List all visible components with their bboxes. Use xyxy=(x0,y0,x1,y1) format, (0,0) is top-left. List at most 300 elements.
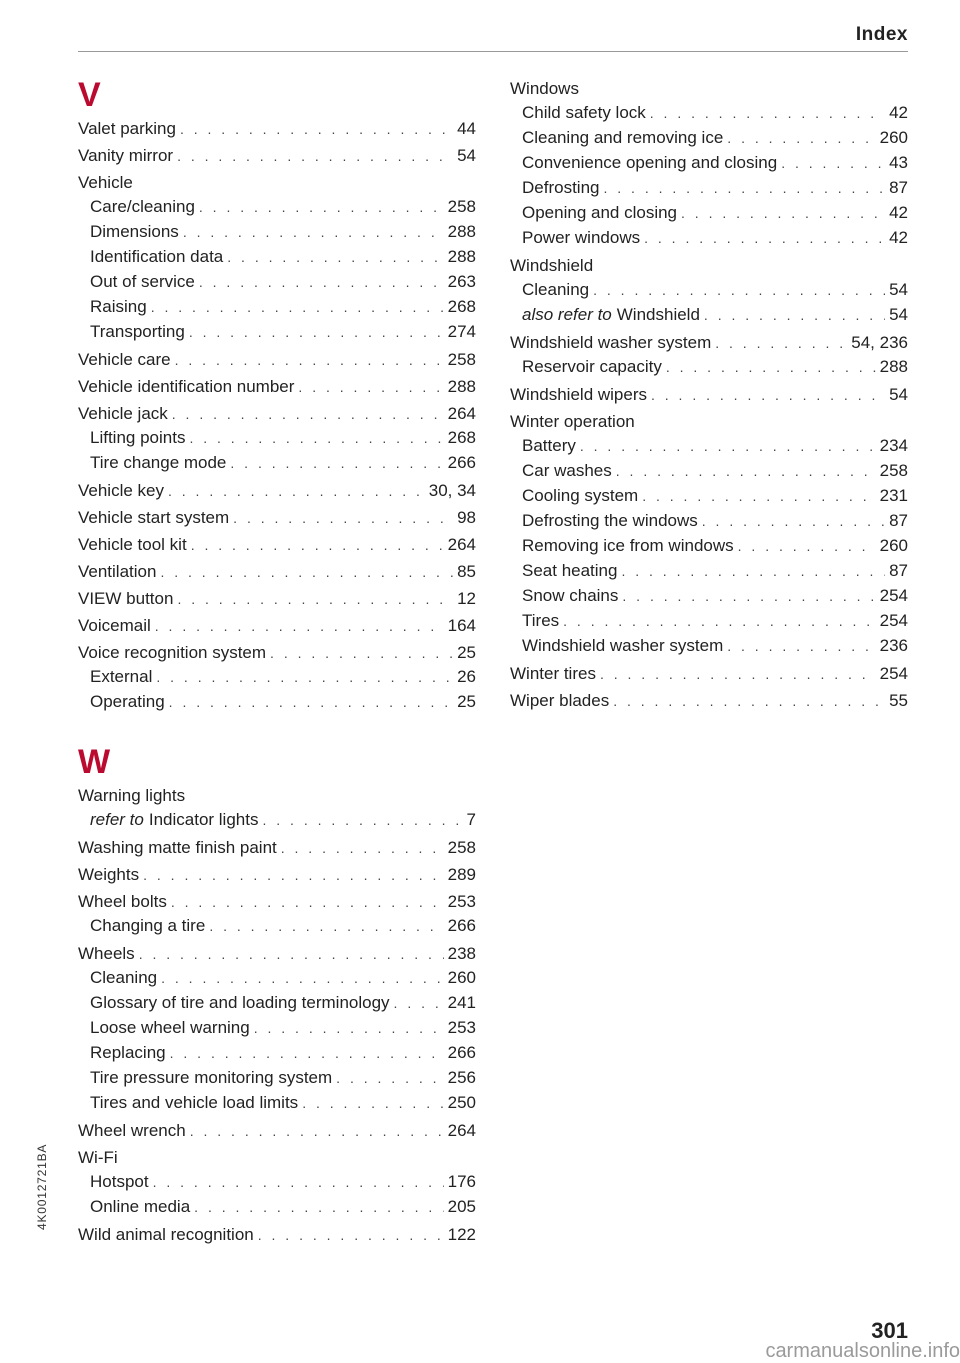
index-term xyxy=(510,410,635,433)
page-reference: 87 xyxy=(889,178,908,197)
page-reference: 234 xyxy=(879,436,908,455)
index-term xyxy=(522,200,677,225)
index-entry xyxy=(78,890,476,913)
index-subentry xyxy=(510,458,908,483)
index-subentry xyxy=(78,194,476,219)
index-term xyxy=(90,319,185,344)
dot-leader xyxy=(642,484,875,509)
dot-leader xyxy=(180,118,453,141)
index-subentry xyxy=(78,913,476,938)
index-subentry xyxy=(510,433,908,458)
cross-reference-prefix: also refer to xyxy=(522,305,612,324)
page-reference: 289 xyxy=(447,865,476,884)
index-entry xyxy=(510,662,908,685)
index-entry xyxy=(78,560,476,583)
index-subentry xyxy=(510,633,908,658)
index-term-text: Online media xyxy=(90,1197,191,1216)
index-list-w xyxy=(78,780,476,1246)
index-subentry xyxy=(78,425,476,450)
index-term-text: Tires xyxy=(522,611,560,630)
page-reference: 87 xyxy=(889,561,908,580)
index-term-text: Changing a tire xyxy=(90,916,206,935)
page-reference: 288 xyxy=(447,377,476,396)
index-entry xyxy=(78,479,476,502)
dot-leader xyxy=(781,151,885,176)
index-subentry xyxy=(78,319,476,344)
index-term xyxy=(522,433,576,458)
index-term-text: Windshield washer system xyxy=(522,636,724,655)
page-reference: 54 xyxy=(889,280,908,299)
index-term-text: Washing matte finish paint xyxy=(78,838,277,857)
page-reference: 250 xyxy=(447,1093,476,1112)
index-entry xyxy=(78,348,476,371)
index-term xyxy=(90,1065,332,1090)
index-term-text: Raising xyxy=(90,297,147,316)
index-subentry xyxy=(78,965,476,990)
index-term-text: Cleaning xyxy=(522,280,590,299)
page-reference: 254 xyxy=(879,611,908,630)
index-term xyxy=(90,689,165,714)
page-reference: 264 xyxy=(447,404,476,423)
dot-leader xyxy=(171,891,444,914)
page-reference: 236 xyxy=(879,636,908,655)
index-term xyxy=(78,171,133,194)
index-term xyxy=(90,219,179,244)
dot-leader xyxy=(298,376,443,399)
index-subentry xyxy=(78,244,476,269)
index-term-text: Vehicle key xyxy=(78,481,164,500)
index-term-text: Winter tires xyxy=(510,664,596,683)
index-term-text: Lifting points xyxy=(90,428,186,447)
index-subentry xyxy=(510,483,908,508)
index-term-text: Removing ice from windows xyxy=(522,536,734,555)
page-reference: 288 xyxy=(879,357,908,376)
page-reference: 25 xyxy=(457,692,476,711)
page-reference: 258 xyxy=(447,197,476,216)
index-entry xyxy=(78,1146,476,1169)
index-term xyxy=(78,890,167,913)
dot-leader xyxy=(580,434,876,459)
index-term xyxy=(510,689,609,712)
index-subentry xyxy=(510,277,908,302)
index-term-text: Loose wheel warning xyxy=(90,1018,250,1037)
dot-leader xyxy=(191,534,444,557)
index-term xyxy=(90,990,390,1015)
index-term-text: Convenience opening and closing xyxy=(522,153,778,172)
index-subentry xyxy=(510,583,908,608)
index-term-text: Indicator lights xyxy=(148,810,259,829)
index-term xyxy=(78,479,164,502)
index-list-w-continued xyxy=(510,73,908,712)
dot-leader xyxy=(160,561,453,584)
index-term-text: Vehicle xyxy=(78,173,133,192)
page-reference: 43 xyxy=(889,153,908,172)
dot-leader xyxy=(189,426,443,451)
index-term xyxy=(78,1223,254,1246)
index-term-text: Wild animal recognition xyxy=(78,1225,254,1244)
index-term xyxy=(522,150,777,175)
document-code: 4K0012721BA xyxy=(35,1143,49,1230)
index-term xyxy=(78,144,173,167)
page-reference: 258 xyxy=(879,461,908,480)
index-term-text: Windshield washer system xyxy=(510,333,712,352)
dot-leader xyxy=(143,864,444,887)
index-subentry xyxy=(510,225,908,250)
index-term xyxy=(78,348,171,371)
index-term xyxy=(78,587,173,610)
index-subentry xyxy=(78,1090,476,1115)
index-entry xyxy=(78,375,476,398)
page-reference: 253 xyxy=(447,892,476,911)
page-reference: 264 xyxy=(447,1121,476,1140)
index-list-v xyxy=(78,113,476,714)
dot-leader xyxy=(190,1120,444,1143)
index-term xyxy=(78,117,176,140)
index-subentry xyxy=(78,1015,476,1040)
index-subentry xyxy=(510,302,908,327)
index-term xyxy=(522,125,723,150)
index-subentry xyxy=(78,1194,476,1219)
page-reference: 288 xyxy=(447,247,476,266)
page-reference: 260 xyxy=(879,128,908,147)
cross-reference-prefix: refer to xyxy=(90,810,144,829)
index-term xyxy=(522,583,618,608)
page-reference: 253 xyxy=(447,1018,476,1037)
index-term-text: Cleaning and removing ice xyxy=(522,128,724,147)
index-term xyxy=(90,1169,149,1194)
index-term-text: Out of service xyxy=(90,272,195,291)
page-reference: 266 xyxy=(447,1043,476,1062)
dot-leader xyxy=(199,270,444,295)
watermark: carmanualsonline.info xyxy=(765,1340,960,1362)
index-subentry xyxy=(78,294,476,319)
index-subentry xyxy=(78,689,476,714)
index-entry xyxy=(78,641,476,664)
dot-leader xyxy=(715,332,847,355)
index-term xyxy=(78,641,266,664)
dot-leader xyxy=(155,615,444,638)
page-reference: 231 xyxy=(879,486,908,505)
dot-leader xyxy=(169,690,453,715)
index-term-text: Care/cleaning xyxy=(90,197,195,216)
index-term-text: Vehicle jack xyxy=(78,404,168,423)
index-term xyxy=(522,508,698,533)
index-term-text: Valet parking xyxy=(78,119,176,138)
index-term xyxy=(90,1090,298,1115)
index-subentry xyxy=(510,558,908,583)
page-reference: 268 xyxy=(447,428,476,447)
index-subentry xyxy=(510,125,908,150)
index-term-text: Tires and vehicle load limits xyxy=(90,1093,299,1112)
dot-leader xyxy=(139,943,444,966)
index-term-text: Snow chains xyxy=(522,586,619,605)
dot-leader xyxy=(233,507,453,530)
index-term-text: External xyxy=(90,667,153,686)
section-letter-v: V xyxy=(78,76,101,114)
dot-leader xyxy=(603,176,885,201)
page-reference: 42 xyxy=(889,228,908,247)
index-term xyxy=(90,1015,250,1040)
dot-leader xyxy=(262,808,462,833)
dot-leader xyxy=(622,584,875,609)
index-entry xyxy=(78,402,476,425)
index-term xyxy=(510,254,593,277)
page-reference: 85 xyxy=(457,562,476,581)
index-term-text: Seat heating xyxy=(522,561,618,580)
page-reference: 54 xyxy=(889,385,908,404)
page-reference: 7 xyxy=(466,810,476,829)
page-reference: 54, 236 xyxy=(851,333,908,352)
page-reference: 54 xyxy=(457,146,476,165)
index-term xyxy=(522,608,559,633)
index-subentry xyxy=(510,354,908,379)
page-reference: 12 xyxy=(457,589,476,608)
index-term-text: VIEW button xyxy=(78,589,174,608)
page-reference: 42 xyxy=(889,103,908,122)
dot-leader xyxy=(394,991,444,1016)
index-term-text: Tire change mode xyxy=(90,453,227,472)
index-term-text: Windshield xyxy=(510,256,594,275)
index-term xyxy=(78,1119,186,1142)
index-term xyxy=(78,402,168,425)
index-subentry xyxy=(78,990,476,1015)
index-term-text: Winter operation xyxy=(510,412,635,431)
index-term-text: Battery xyxy=(522,436,576,455)
dot-leader xyxy=(727,126,875,151)
dot-leader xyxy=(168,480,425,503)
index-entry xyxy=(78,171,476,194)
index-term-text: Child safety lock xyxy=(522,103,646,122)
index-entry xyxy=(78,836,476,859)
page-reference: 98 xyxy=(457,508,476,527)
index-term xyxy=(522,354,662,379)
index-subentry xyxy=(78,1169,476,1194)
page-reference: 44 xyxy=(457,119,476,138)
index-subentry xyxy=(78,269,476,294)
index-term-text: Wiper blades xyxy=(510,691,610,710)
dot-leader xyxy=(681,201,885,226)
index-term xyxy=(78,533,187,556)
index-term xyxy=(522,558,617,583)
index-subentry xyxy=(78,1065,476,1090)
index-subentry xyxy=(78,1040,476,1065)
dot-leader xyxy=(651,384,885,407)
index-term xyxy=(90,1194,190,1219)
page-reference: 254 xyxy=(879,664,908,683)
index-term xyxy=(90,1040,166,1065)
page-reference: 258 xyxy=(447,350,476,369)
index-term xyxy=(78,863,139,886)
index-term-text: Vehicle care xyxy=(78,350,171,369)
page-reference: 268 xyxy=(447,297,476,316)
dot-leader xyxy=(156,665,453,690)
dot-leader xyxy=(621,559,885,584)
dot-leader xyxy=(563,609,875,634)
index-term-text: Vehicle start system xyxy=(78,508,230,527)
page-reference: 264 xyxy=(447,535,476,554)
index-term xyxy=(90,269,195,294)
index-term-text: Dimensions xyxy=(90,222,179,241)
page-reference: 241 xyxy=(447,993,476,1012)
index-entry xyxy=(78,1119,476,1142)
index-term xyxy=(78,560,156,583)
page-reference: 263 xyxy=(447,272,476,291)
index-subentry xyxy=(510,200,908,225)
index-term-text: Wi-Fi xyxy=(78,1148,118,1167)
page-reference: 30, 34 xyxy=(428,481,476,500)
index-entry xyxy=(510,383,908,406)
index-term xyxy=(90,244,223,269)
index-subentry xyxy=(510,150,908,175)
dot-leader xyxy=(175,349,444,372)
dot-leader xyxy=(702,509,885,534)
index-subentry xyxy=(510,508,908,533)
dot-leader xyxy=(616,459,876,484)
page-reference: 238 xyxy=(447,944,476,963)
index-term-text: Wheel bolts xyxy=(78,892,167,911)
index-term-text: Weights xyxy=(78,865,140,884)
index-term xyxy=(522,277,589,302)
index-entry xyxy=(510,331,908,354)
index-term-text: Car washes xyxy=(522,461,612,480)
dot-leader xyxy=(177,588,453,611)
page-reference: 55 xyxy=(889,691,908,710)
page-reference: 266 xyxy=(447,916,476,935)
index-subentry xyxy=(510,533,908,558)
dot-leader xyxy=(644,226,885,251)
index-term-text: Power windows xyxy=(522,228,641,247)
index-term-text: Vanity mirror xyxy=(78,146,174,165)
dot-leader xyxy=(593,278,885,303)
dot-leader xyxy=(270,642,453,665)
dot-leader xyxy=(613,690,885,713)
index-subentry xyxy=(510,608,908,633)
index-term-text: Voicemail xyxy=(78,616,151,635)
page-number: 301 xyxy=(871,1318,908,1343)
dot-leader xyxy=(209,914,443,939)
dot-leader xyxy=(153,1170,444,1195)
index-term xyxy=(78,942,135,965)
dot-leader xyxy=(666,355,876,380)
index-term-text: Defrosting the windows xyxy=(522,511,698,530)
index-term xyxy=(90,664,152,689)
page-reference: 87 xyxy=(889,511,908,530)
index-entry xyxy=(78,614,476,637)
index-term-text: Hotspot xyxy=(90,1172,149,1191)
index-term-text: Transporting xyxy=(90,322,185,341)
dot-leader xyxy=(704,303,885,328)
index-term xyxy=(522,302,700,327)
index-term xyxy=(78,1146,118,1169)
page-reference: 260 xyxy=(879,536,908,555)
index-term xyxy=(90,194,195,219)
page-reference: 256 xyxy=(447,1068,476,1087)
page-reference: 274 xyxy=(447,322,476,341)
index-term xyxy=(90,965,157,990)
index-term xyxy=(90,450,226,475)
dot-leader xyxy=(194,1195,443,1220)
page-reference: 176 xyxy=(447,1172,476,1191)
index-term xyxy=(522,483,638,508)
index-term-text: Windshield xyxy=(616,305,700,324)
index-subentry xyxy=(510,100,908,125)
dot-leader xyxy=(600,663,876,686)
dot-leader xyxy=(727,634,875,659)
index-term xyxy=(78,784,185,807)
index-term xyxy=(510,77,579,100)
index-term-text: Identification data xyxy=(90,247,224,266)
index-entry xyxy=(78,942,476,965)
index-term xyxy=(522,533,734,558)
page-reference: 164 xyxy=(447,616,476,635)
dot-leader xyxy=(183,220,444,245)
index-term-text: Ventilation xyxy=(78,562,157,581)
dot-leader xyxy=(199,195,444,220)
index-term xyxy=(522,633,723,658)
index-term xyxy=(90,913,205,938)
index-term xyxy=(90,807,258,832)
index-subentry xyxy=(78,664,476,689)
index-term-text: Operating xyxy=(90,692,165,711)
index-term-text: Vehicle identification number xyxy=(78,377,295,396)
index-term xyxy=(90,294,147,319)
index-term-text: Cleaning xyxy=(90,968,158,987)
index-term-text: Warning lights xyxy=(78,786,186,805)
index-term xyxy=(78,836,277,859)
index-entry xyxy=(510,410,908,433)
dot-leader xyxy=(172,403,444,426)
index-term xyxy=(510,662,596,685)
page-reference: 26 xyxy=(457,667,476,686)
dot-leader xyxy=(254,1016,444,1041)
index-term-text: Replacing xyxy=(90,1043,166,1062)
page-reference: 205 xyxy=(447,1197,476,1216)
index-entry xyxy=(510,254,908,277)
page-header-title: Index xyxy=(855,24,908,45)
index-entry xyxy=(78,784,476,807)
index-term xyxy=(522,100,646,125)
dot-leader xyxy=(170,1041,444,1066)
index-term xyxy=(522,175,599,200)
page-reference: 42 xyxy=(889,203,908,222)
index-entry xyxy=(78,533,476,556)
page-reference: 25 xyxy=(457,643,476,662)
dot-leader xyxy=(738,534,876,559)
index-entry xyxy=(510,77,908,100)
dot-leader xyxy=(189,320,444,345)
index-term xyxy=(510,331,711,354)
dot-leader xyxy=(151,295,444,320)
dot-leader xyxy=(302,1091,443,1116)
dot-leader xyxy=(227,245,443,270)
index-entry xyxy=(510,689,908,712)
index-term-text: Windows xyxy=(510,79,579,98)
index-term-text: Defrosting xyxy=(522,178,600,197)
section-letter-w: W xyxy=(78,743,111,781)
index-term-text: Glossary of tire and loading terminology xyxy=(90,993,390,1012)
index-term-text: Opening and closing xyxy=(522,203,678,222)
index-entry xyxy=(78,863,476,886)
index-term-text: Reservoir capacity xyxy=(522,357,662,376)
page-reference: 122 xyxy=(447,1225,476,1244)
dot-leader xyxy=(281,837,444,860)
dot-leader xyxy=(161,966,444,991)
dot-leader xyxy=(258,1224,444,1247)
index-term-text: Windshield wipers xyxy=(510,385,647,404)
page-reference: 260 xyxy=(447,968,476,987)
page-reference: 54 xyxy=(889,305,908,324)
index-term xyxy=(78,506,229,529)
